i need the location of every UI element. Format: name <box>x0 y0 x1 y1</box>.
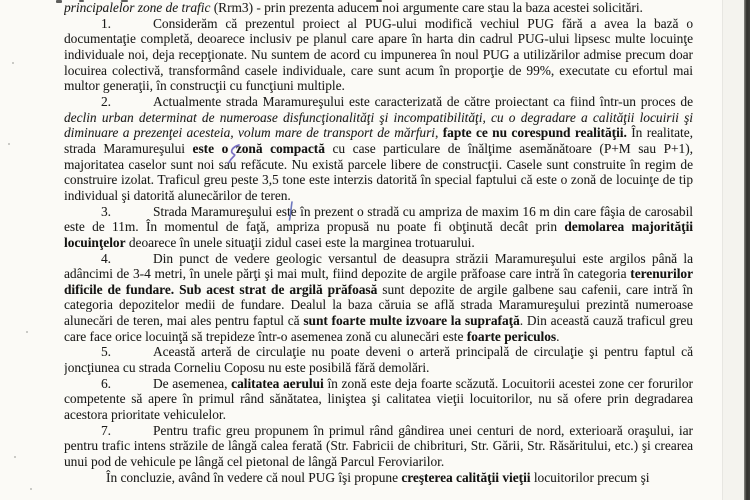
scan-speckle <box>8 143 10 145</box>
scan-speckle <box>30 488 32 490</box>
scan-edge-line <box>744 0 750 500</box>
text-run: În realitate, strada Maramureşului <box>64 125 693 156</box>
text-run: Pentru trafic greu propunem în primul rând gândirea unei centuri de nord, exterioară oraşului, iar pentru trafic intens străzile de lângă calea ferată (Str. Fabricii de chibrituri, Str. Gării, Str. Răsăritului, etc.) şi crearea unui pod de vehicule pe lângă cel pietonal de lângă Parcul Feroviarilor. <box>64 422 693 470</box>
text-run: principalelor zone de trafic <box>64 0 211 15</box>
paragraph-number: 6. <box>101 375 112 391</box>
paragraph <box>64 94 693 204</box>
paragraph-number: 4. <box>101 250 112 266</box>
paragraph <box>64 251 693 345</box>
paragraph-number: 1. <box>101 15 112 31</box>
text-run: demolarea majorităţii locuinţelor <box>64 219 693 250</box>
scan-speckle <box>14 456 16 458</box>
text-run: fapte ce nu corespund realităţii. <box>442 125 627 141</box>
text-run: De asemenea, <box>153 375 232 391</box>
paragraph-number: 3. <box>101 203 112 219</box>
text-run: sunt foarte multe izvoare la suprafaţă <box>303 313 520 329</box>
scan-cutoff-fragment <box>56 0 62 3</box>
text-run: calitatea aerului <box>231 375 324 391</box>
text-run: . <box>556 328 560 344</box>
text-run: sunt depozite de argile galbene sau cafenii, care intră în categoria depozitelor medii de fundare. Dealul la baza căruia se află strada Maramureşului prezintă numeroase alunecări de teren, mai ales pentru faptul că <box>64 281 693 329</box>
text-run: Strada Maramureşului este în prezent o stradă cu ampriza de maxim 16 m din care fâşia de carosabil este de 11m. În momentul de faţă, ampriza propusă nu poate fi obţinută decât prin <box>64 203 693 235</box>
text-run: terenurilor dificile de fundare. Sub acest strat de argilă prăfoasă <box>64 266 693 297</box>
text-run: în zonă este deja foarte scăzută. Locuitorii acestei zone cer forurilor competente să apere în primul rând sănătatea, liniştea şi calitatea vieţii locuitorilor, nu să ofere prin degradarea acestora prioritate vehiculelor. <box>64 375 693 423</box>
scan-speckle <box>26 331 28 333</box>
paragraph <box>64 423 693 470</box>
text-run: Din punct de vedere geologic versantul de deasupra străzii Maramureşului este argilos până la adâncimi de 3-4 metri, în unele părţi şi mai mult, fiind depozite de argile prăfoase care intră în categoria <box>64 250 693 282</box>
text-run: Actualmente strada Maramureşului este caracterizată de către proiectant ca fiind într-un proces de <box>153 93 693 109</box>
text-run: cu case particulare de înălţime asemănătoare (P+M sau P+1), majoritatea caselor sunt noi sau refăcute. Nu există parcele libere de construcţii. Casele sunt construite în regim de construire izolat. Traficul greu peste 3,5 tone este interzis datorită în special faptului că este o zonă de locuinţe de tip individual şi datorită alunecărilor de teren. <box>64 140 693 203</box>
text-run: În concluzie, având în vedere că noul PUG îşi propune <box>106 469 402 485</box>
document-body <box>64 0 693 500</box>
text-run: locuitorilor precum şi <box>530 469 650 485</box>
text-run: declin urban determinat de numeroase disfuncţionalităţi şi incompatibilităţi, cu o degradare a calităţii locuirii şi diminuare a prezenţei acesteia, volum mare de transport de mărfuri <box>64 109 693 141</box>
text-run: foarte periculos <box>466 328 557 344</box>
text-run: . Din această cauză traficul greu care face orice locuinţă să trepideze într-o asemenea zonă cu alunecări este <box>64 313 693 344</box>
text-run: Această arteră de circulaţie nu poate deveni o arteră principală de circulaţie şi pentru faptul că joncţiunea cu strada Corneliu Coposu nu este posibilă fără demolări. <box>64 344 693 376</box>
paragraph-number: 7. <box>101 422 112 438</box>
text-run: Considerăm că prezentul proiect al PUG-ului modifică vechiul PUG fără a avea la bază o documentaţie completă, deoarece inclusiv pe planul care apare în harta din cadrul PUG-ului lipsesc multe locuinţe individuale noi, deja recepţionate. Nu suntem de acord cu impunerea în noul PUG a utilizărilor admise precum doar locuirea colectivă, transformând casele individuale, care sunt acum în proporţie de 99%, executate cu efortul mai multor generaţii, în construcţii cu funcţiuni multiple. <box>64 15 693 94</box>
paragraph <box>64 0 693 16</box>
text-run: , <box>435 125 443 141</box>
paragraph <box>64 16 693 94</box>
paragraph-number: 2. <box>101 93 112 109</box>
paragraph <box>64 344 693 375</box>
paper-edge-strip <box>722 0 744 500</box>
text-run: creşterea calităţii vieţii <box>401 469 531 485</box>
paragraph <box>64 470 693 486</box>
text-run: (Rrm3) - prin prezenta aducem noi argumente care stau la baza acestei solicitări. <box>210 0 643 15</box>
text-run: este o zonă compactă <box>192 140 325 156</box>
paragraph <box>64 204 693 251</box>
paragraph-number: 5. <box>101 344 112 360</box>
paragraph <box>64 376 693 423</box>
scan-speckle <box>12 62 14 64</box>
text-run: deoarece în unele situaţii zidul casei este la marginea trotuarului. <box>125 234 475 250</box>
